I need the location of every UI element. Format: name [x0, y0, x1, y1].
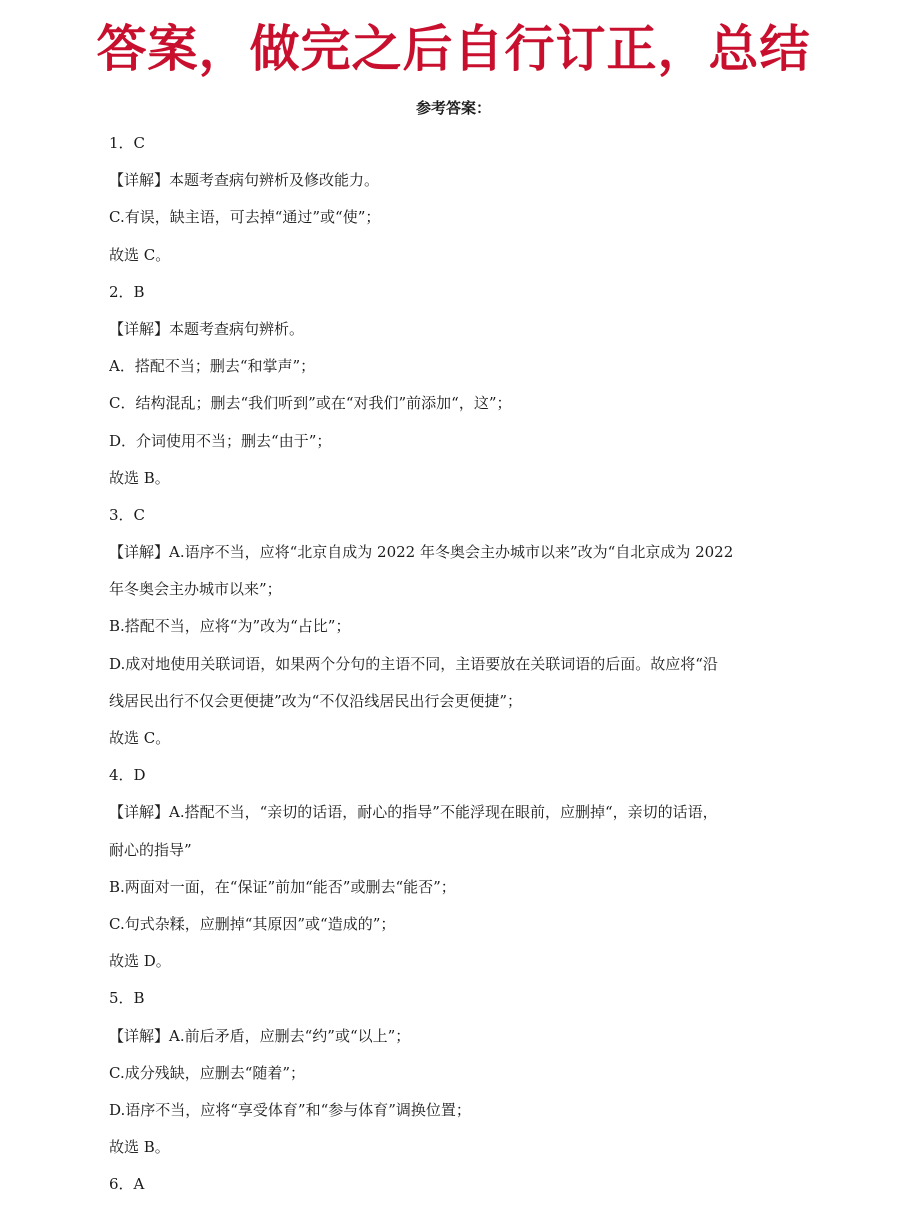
answer-line: 3．C	[109, 505, 146, 524]
answer-line: C．结构混乱；删去“我们听到”或在“对我们”前添加“，这”；	[109, 394, 512, 413]
answer-line: 【详解】A.语序不当，应将“北京自成为 2022 年冬奥会主办城市以来”改为“自北京成为 2022	[109, 543, 734, 562]
answer-line: D．介词使用不当；删去“由于”；	[109, 431, 332, 450]
answer-line: C.句式杂糅，应删掉“其原因”或“造成的”；	[109, 914, 396, 933]
answer-line: 故选 C。	[109, 245, 171, 264]
page-banner: 答案，做完之后自行订正，总结	[96, 19, 811, 78]
answer-line: 1．C	[109, 134, 146, 152]
answer-line: 线居民出行不仅会更便捷”改为“不仅沿线居民出行会更便捷”；	[109, 691, 523, 710]
answer-list	[109, 125, 799, 1203]
answer-line: 耐心的指导”	[109, 840, 192, 859]
answer-line: 【详解】A.前后矛盾，应删去“约”或“以上”；	[109, 1026, 411, 1045]
answer-line: 4．D	[109, 766, 146, 785]
answer-line: 故选 C。	[109, 729, 171, 747]
answer-line: 2．B	[109, 282, 145, 301]
answer-line: 故选 B。	[109, 468, 170, 487]
answer-line: B.搭配不当，应将“为”改为“占比”；	[109, 617, 351, 636]
answer-line: 年冬奥会主办城市以来”；	[109, 580, 282, 599]
answer-line: D.语序不当，应将“享受体育”和“参与体育”调换位置；	[109, 1100, 471, 1119]
answer-heading: 参考答案：	[415, 99, 491, 117]
answer-line: A．搭配不当；删去“和掌声”；	[109, 357, 316, 376]
answer-line: B.两面对一面，在“保证”前加“能否”或删去“能否”；	[109, 877, 456, 896]
answer-line: D.成对地使用关联词语，如果两个分句的主语不同，主语要放在关联词语的后面。故应将“沿	[109, 654, 718, 673]
answer-line: 【详解】A.搭配不当，“亲切的话语，耐心的指导”不能浮现在眼前，应删掉“，亲切的话语，	[109, 803, 718, 822]
answer-line: 5．B	[109, 989, 145, 1008]
answer-line: C.成分残缺，应删去“随着”；	[109, 1063, 306, 1082]
answer-line: 故选 B。	[109, 1138, 170, 1157]
answer-line: 【详解】本题考查病句辨析。	[109, 319, 305, 338]
answer-line: C.有误，缺主语，可去掉“通过”或“使”；	[109, 208, 381, 227]
answer-line: 【详解】本题考查病句辨析及修改能力。	[109, 171, 380, 190]
answer-line: 6．A	[109, 1175, 145, 1194]
answer-line: 故选 D。	[109, 952, 171, 971]
